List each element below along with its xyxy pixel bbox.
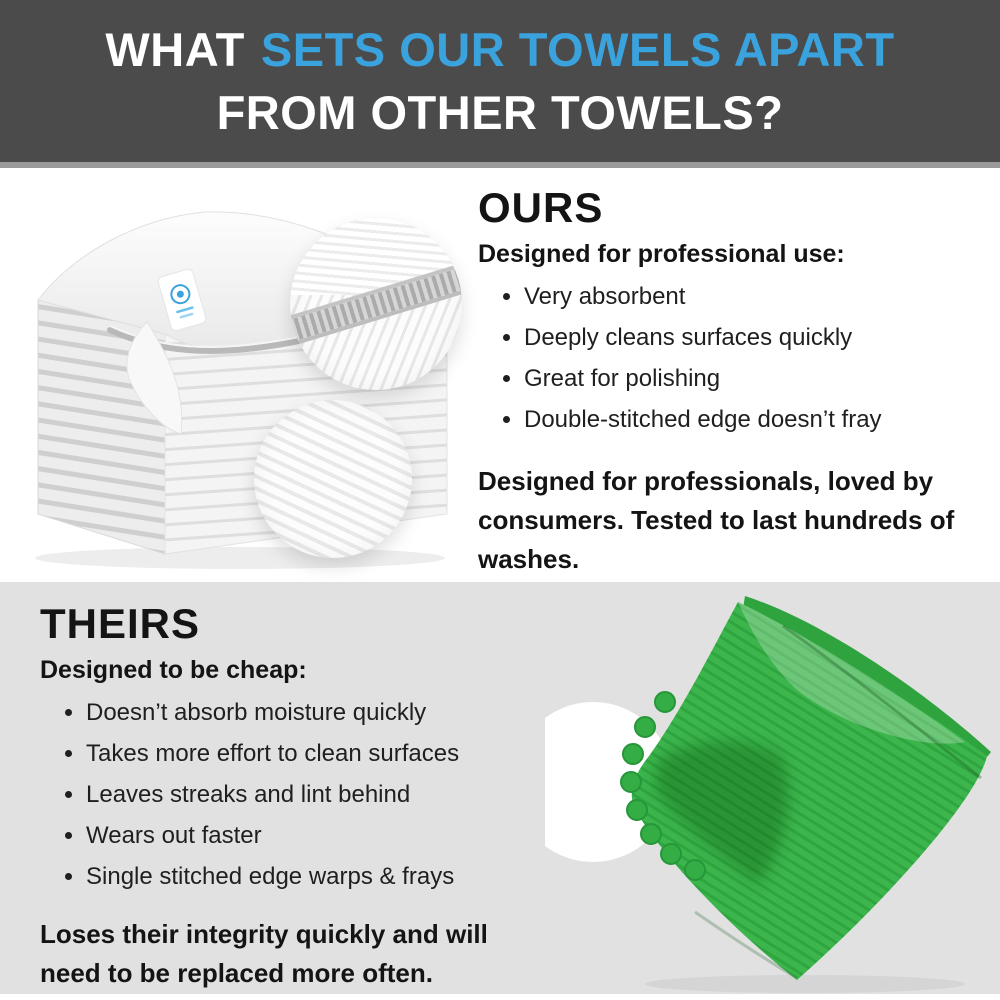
ours-bullet-item: • Double-stitched edge doesn’t fray — [524, 406, 983, 434]
ours-text-block — [478, 184, 983, 579]
ours-title: OURS — [478, 184, 604, 231]
header-title-part1: WHAT — [105, 23, 245, 76]
theirs-title: THEIRS — [40, 600, 201, 647]
theirs-bullet-item: • Takes more effort to clean surfaces — [86, 740, 570, 768]
header-line2: FROM OTHER TOWELS? — [216, 86, 784, 139]
theirs-bullet-item: • Wears out faster — [86, 822, 570, 850]
theirs-section — [0, 582, 1000, 994]
theirs-bullet-list — [40, 699, 570, 891]
stitched-edge-zoom-circle — [290, 218, 462, 390]
ours-section — [0, 168, 1000, 582]
theirs-subtitle: Designed to be cheap: — [40, 656, 307, 684]
header-banner — [0, 0, 1000, 168]
ours-bullet-item: • Deeply cleans surfaces quickly — [524, 324, 983, 352]
fabric-texture-zoom-circle — [254, 400, 412, 558]
header-line1 — [105, 22, 894, 77]
ours-footer-note: Designed for professionals, loved by consumers. Tested to last hundreds of washes. — [478, 466, 955, 574]
theirs-bullet-item: • Leaves streaks and lint behind — [86, 781, 570, 809]
green-towel-illustration — [545, 582, 1000, 994]
ours-bullet-list — [478, 283, 983, 434]
theirs-bullet-item: • Single stitched edge warps & frays — [86, 863, 570, 891]
header-title-part2: SETS OUR TOWELS APART — [260, 23, 895, 76]
theirs-footer-note: Loses their integrity quickly and will need to be replaced more often. — [40, 919, 488, 988]
ours-bullet-item: • Great for polishing — [524, 365, 983, 393]
ours-subtitle: Designed for professional use: — [478, 240, 845, 268]
theirs-bullet-item: • Doesn’t absorb moisture quickly — [86, 699, 570, 727]
theirs-text-block — [40, 600, 570, 993]
green-towel-image — [545, 582, 1000, 994]
ours-bullet-item: • Very absorbent — [524, 283, 983, 311]
white-towel-stack-image — [15, 182, 475, 574]
